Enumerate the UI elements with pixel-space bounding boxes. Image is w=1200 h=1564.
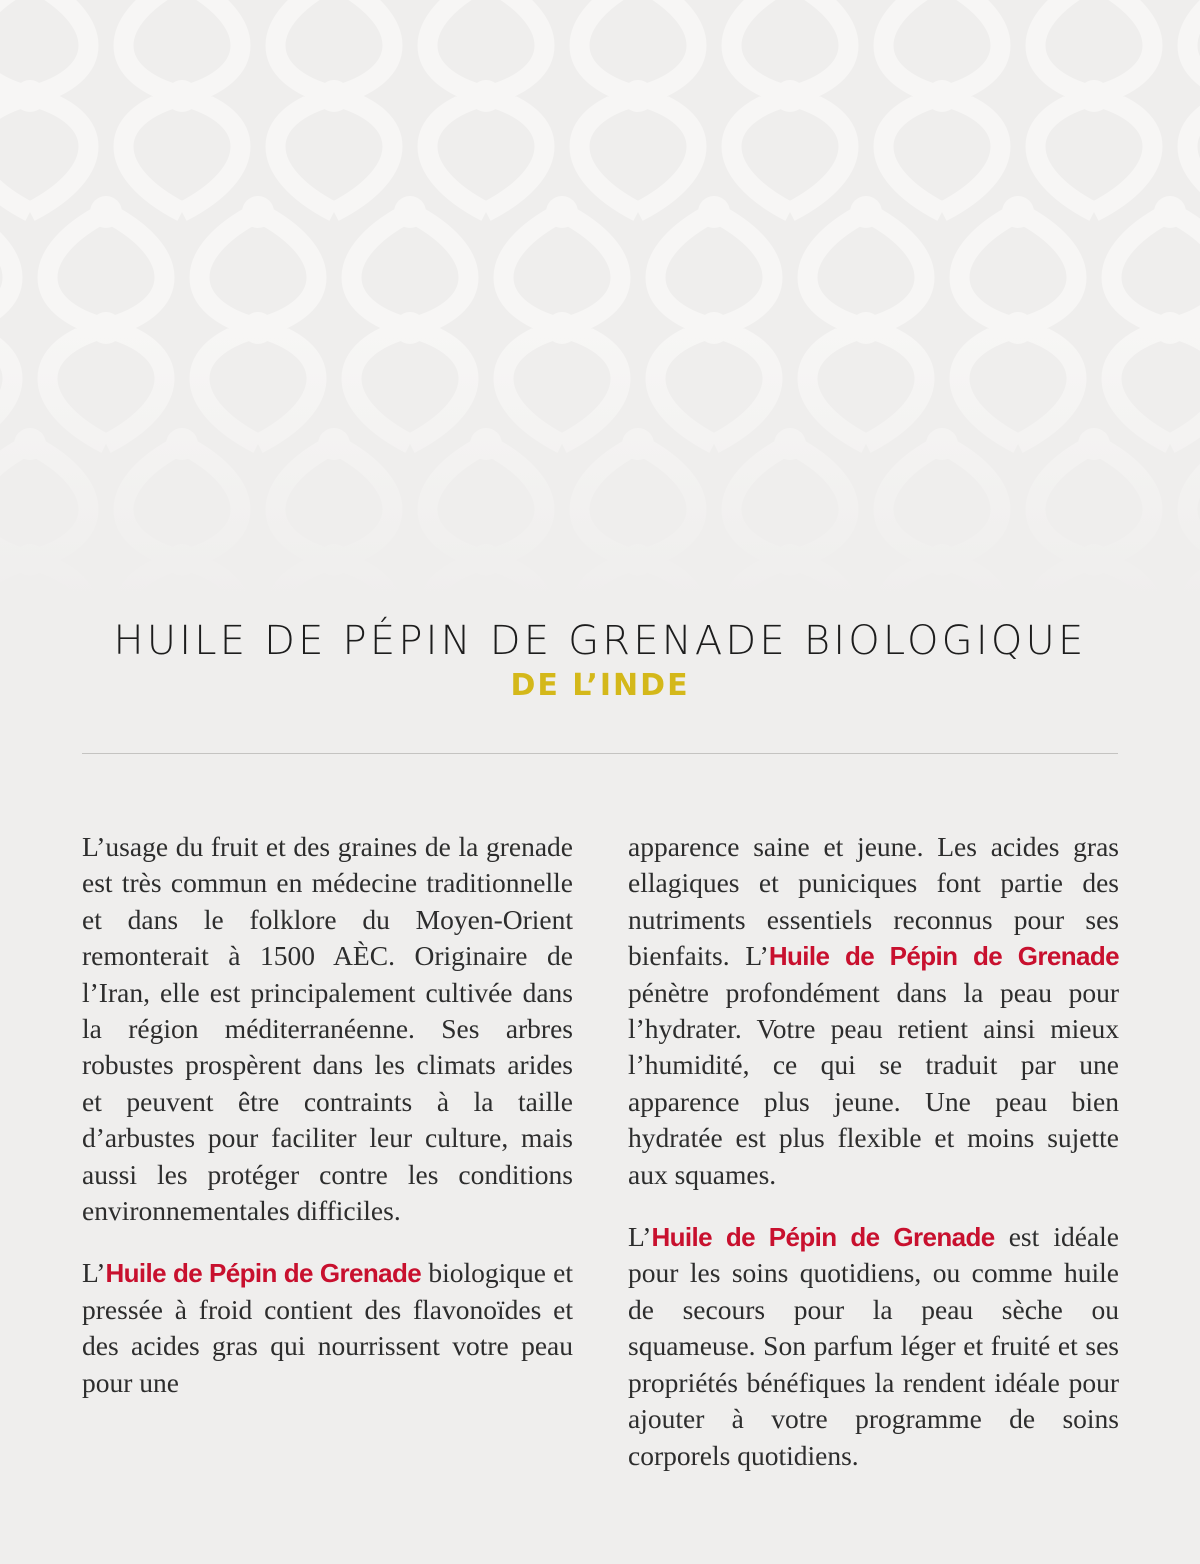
brand-prefix: L’ <box>628 1221 652 1253</box>
paragraph-4-text: est idéale pour les soins quotidiens, ou comme huile de secours pour la peau sèche ou squameuse. Son parfum léger et fruité et ses propriétés bénéfiques la rendent idéale pour ajouter à votre programme de soins corporels quotidiens. <box>628 1221 1119 1471</box>
pattern-fade <box>0 0 1200 600</box>
paragraph-2-text: biologique et pressée à froid contient des flavonoïdes et des acides gras qui nourrissent votre peau pour une <box>82 1257 573 1398</box>
paragraph-1: L’usage du fruit et des graines de la grenade est très commun en médecine traditionnelle et dans le folklore du Moyen-Orient remonterait à 1500 AÈC. Originaire de l’Iran, elle est principalement cultivée dans la région méditerranéenne. Ses arbres robustes prospèrent dans les climats arides et peuvent être contraints à la taille d’arbustes pour faciliter leur culture, mais aussi les protéger contre les conditions environnementales difficiles. <box>82 831 573 1227</box>
paragraph-4 <box>628 1219 1119 1474</box>
paragraph-3 <box>628 829 1119 1193</box>
brand-prefix: L’ <box>82 1257 106 1289</box>
brand-name: Huile de Pépin de Grenade <box>105 1258 422 1289</box>
text-column-left <box>82 829 573 1427</box>
page-subtitle: DE L’INDE <box>510 668 690 703</box>
text-column-right <box>628 829 1119 1500</box>
page-title: HUILE DE PÉPIN DE GRENADE BIOLOGIQUE <box>113 618 1087 664</box>
paragraph-2 <box>82 1255 573 1401</box>
paragraph-3-text-start: apparence saine et jeune. Les acides gras ellagiques et puniciques font partie des nutriments essentiels reconnus pour ses bienfaits. L’ <box>628 831 1119 972</box>
ornamental-pattern-icon <box>0 0 1200 600</box>
decorative-pattern-background <box>0 0 1200 600</box>
brand-name: Huile de Pépin de Grenade <box>651 1222 995 1253</box>
title-block <box>0 612 1200 704</box>
brand-name: Huile de Pépin de Grenade <box>768 941 1120 972</box>
divider <box>82 753 1118 754</box>
paragraph-3-text-end: pénètre profondément dans la peau pour l’hydrater. Votre peau retient ainsi mieux l’humidité, ce qui se traduit par une apparence plus jeune. Une peau bien hydratée est plus flexible et moins sujette aux squames. <box>628 976 1119 1190</box>
